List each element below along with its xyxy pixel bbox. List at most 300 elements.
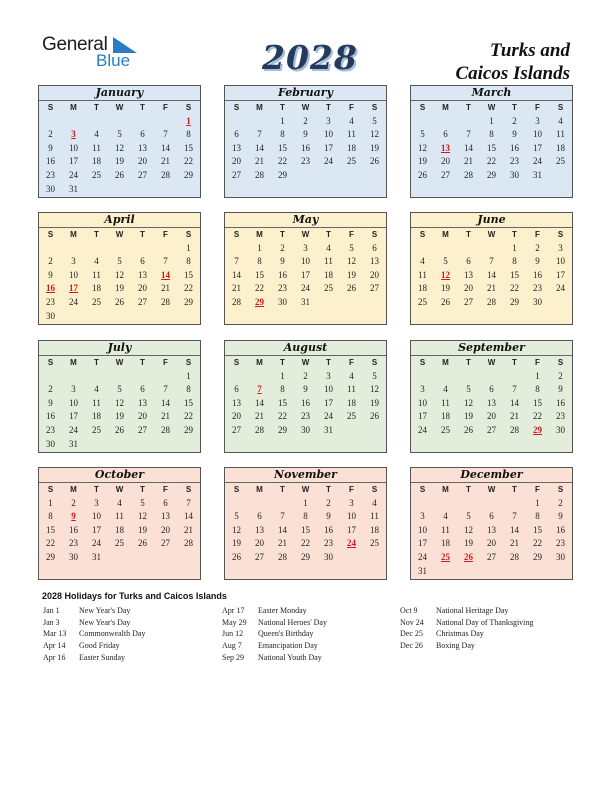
day-cell: 26 xyxy=(115,169,124,180)
day-cell: 10 xyxy=(347,511,356,522)
day-cell: 3 xyxy=(326,115,331,126)
day-cell: 25 xyxy=(92,296,101,307)
weekday-label: S xyxy=(557,230,564,239)
day-cell: 21 xyxy=(255,156,264,167)
day-cell: 24 xyxy=(418,424,427,435)
day-cell: 4 xyxy=(94,384,99,395)
month-december xyxy=(410,467,573,580)
weekday-label: W xyxy=(115,103,124,112)
day-cell: 23 xyxy=(510,156,519,167)
day-cell: 5 xyxy=(372,370,377,381)
empty-day-cell xyxy=(480,497,503,511)
empty-day-cell xyxy=(154,242,177,256)
holiday-name: Boxing Day xyxy=(436,641,475,651)
empty-day-cell xyxy=(294,438,317,452)
month-title: October xyxy=(39,468,200,483)
holiday-day-cell: 1 xyxy=(186,115,191,126)
week-row xyxy=(411,424,572,438)
day-cell: 1 xyxy=(512,242,517,253)
empty-day-cell xyxy=(225,438,248,452)
day-cell: 4 xyxy=(117,497,122,508)
day-cell: 13 xyxy=(138,142,147,153)
day-cell: 25 xyxy=(556,156,565,167)
day-cell: 3 xyxy=(420,384,425,395)
day-cell: 31 xyxy=(69,183,78,194)
holiday-name: Christmas Day xyxy=(436,629,484,639)
empty-day-cell xyxy=(108,242,131,256)
day-cell: 6 xyxy=(140,256,145,267)
empty-day-cell xyxy=(131,242,154,256)
holiday-day-cell: 13 xyxy=(441,142,450,153)
empty-day-cell xyxy=(526,310,549,324)
weekday-label: T xyxy=(140,358,145,367)
day-cell: 17 xyxy=(69,156,78,167)
holiday-entry xyxy=(222,605,327,617)
day-cell: 23 xyxy=(556,538,565,549)
day-cell: 22 xyxy=(278,411,287,422)
week-row xyxy=(39,310,200,324)
weekday-label: W xyxy=(487,358,496,367)
month-april xyxy=(38,212,201,325)
day-cell: 22 xyxy=(487,156,496,167)
day-cell: 11 xyxy=(115,511,124,522)
empty-day-cell xyxy=(363,424,386,438)
holiday-entry xyxy=(222,640,327,652)
day-cell: 8 xyxy=(489,129,494,140)
day-cell: 4 xyxy=(443,384,448,395)
weekday-header xyxy=(225,228,386,242)
empty-day-cell xyxy=(271,183,294,197)
day-cell: 7 xyxy=(280,511,285,522)
empty-day-cell xyxy=(294,183,317,197)
day-cell: 5 xyxy=(349,242,354,253)
day-cell: 29 xyxy=(184,296,193,307)
holiday-entry xyxy=(222,652,327,664)
day-cell: 21 xyxy=(161,283,170,294)
empty-day-cell xyxy=(526,565,549,579)
day-cell: 8 xyxy=(535,511,540,522)
empty-day-cell xyxy=(317,296,340,310)
holiday-name: Emancipation Day xyxy=(258,641,318,651)
day-cell: 13 xyxy=(232,397,241,408)
empty-day-cell xyxy=(434,242,457,256)
day-cell: 6 xyxy=(234,384,239,395)
day-cell: 10 xyxy=(69,397,78,408)
month-title: June xyxy=(411,213,572,228)
weekday-label: W xyxy=(487,485,496,494)
month-title: November xyxy=(225,468,386,483)
day-cell: 28 xyxy=(510,551,519,562)
month-september xyxy=(410,340,573,453)
empty-day-cell xyxy=(411,497,434,511)
day-cell: 13 xyxy=(487,397,496,408)
day-cell: 27 xyxy=(370,283,379,294)
day-cell: 19 xyxy=(232,538,241,549)
day-cell: 27 xyxy=(232,169,241,180)
weekday-label: S xyxy=(371,485,378,494)
day-cell: 27 xyxy=(138,424,147,435)
holiday-entry xyxy=(43,605,145,617)
day-cell: 6 xyxy=(140,129,145,140)
day-cell: 9 xyxy=(535,256,540,267)
day-cell: 30 xyxy=(46,183,55,194)
empty-day-cell xyxy=(248,183,271,197)
week-row xyxy=(39,155,200,169)
day-cell: 21 xyxy=(487,283,496,294)
weekday-label: T xyxy=(280,358,285,367)
empty-day-cell xyxy=(225,115,248,129)
day-cell: 22 xyxy=(533,411,542,422)
empty-day-cell xyxy=(503,183,526,197)
week-row xyxy=(39,269,200,283)
empty-day-cell xyxy=(457,438,480,452)
holiday-entry xyxy=(400,628,533,640)
day-cell: 22 xyxy=(184,283,193,294)
month-title: April xyxy=(39,213,200,228)
day-cell: 18 xyxy=(115,524,124,535)
day-cell: 9 xyxy=(280,256,285,267)
day-cell: 5 xyxy=(117,384,122,395)
day-cell: 20 xyxy=(255,538,264,549)
day-cell: 16 xyxy=(324,524,333,535)
empty-day-cell xyxy=(39,115,62,129)
holiday-day-cell: 25 xyxy=(441,551,450,562)
day-cell: 23 xyxy=(69,538,78,549)
week-row xyxy=(225,255,386,269)
weekday-label: T xyxy=(94,485,99,494)
empty-day-cell xyxy=(340,296,363,310)
day-cell: 18 xyxy=(441,538,450,549)
day-cell: 5 xyxy=(234,511,239,522)
day-cell: 11 xyxy=(324,256,333,267)
day-cell: 28 xyxy=(184,538,193,549)
day-cell: 12 xyxy=(115,142,124,153)
day-cell: 25 xyxy=(115,538,124,549)
empty-day-cell xyxy=(108,310,131,324)
empty-day-cell xyxy=(526,183,549,197)
day-cell: 26 xyxy=(138,538,147,549)
empty-day-cell xyxy=(108,183,131,197)
day-cell: 25 xyxy=(370,538,379,549)
day-cell: 4 xyxy=(94,256,99,267)
day-cell: 20 xyxy=(138,156,147,167)
weekday-label: S xyxy=(185,230,192,239)
empty-day-cell xyxy=(457,370,480,384)
week-row xyxy=(411,524,572,538)
week-row xyxy=(411,269,572,283)
holiday-date: Apr 17 xyxy=(222,606,245,615)
day-cell: 16 xyxy=(278,269,287,280)
week-row xyxy=(225,155,386,169)
week-row xyxy=(225,397,386,411)
day-cell: 21 xyxy=(510,411,519,422)
day-cell: 28 xyxy=(464,169,473,180)
holiday-name: New Year's Day xyxy=(79,617,131,627)
day-cell: 15 xyxy=(184,269,193,280)
day-cell: 14 xyxy=(255,142,264,153)
month-august xyxy=(224,340,387,453)
month-title: September xyxy=(411,341,572,356)
day-cell: 31 xyxy=(324,424,333,435)
weekday-label: W xyxy=(115,358,124,367)
weekday-header xyxy=(39,356,200,370)
weekday-label: S xyxy=(233,103,240,112)
day-cell: 6 xyxy=(489,511,494,522)
day-cell: 22 xyxy=(184,156,193,167)
day-cell: 1 xyxy=(186,242,191,253)
day-cell: 3 xyxy=(535,115,540,126)
day-cell: 13 xyxy=(487,524,496,535)
day-cell: 13 xyxy=(232,142,241,153)
day-cell: 14 xyxy=(232,269,241,280)
empty-day-cell xyxy=(154,183,177,197)
holiday-entry xyxy=(400,617,533,629)
day-cell: 26 xyxy=(370,156,379,167)
day-cell: 17 xyxy=(418,538,427,549)
day-cell: 5 xyxy=(443,256,448,267)
empty-day-cell xyxy=(108,115,131,129)
empty-day-cell xyxy=(340,310,363,324)
weekday-label: S xyxy=(185,358,192,367)
day-cell: 19 xyxy=(370,397,379,408)
day-cell: 14 xyxy=(278,524,287,535)
empty-day-cell xyxy=(271,565,294,579)
day-cell: 27 xyxy=(161,538,170,549)
day-cell: 12 xyxy=(347,256,356,267)
empty-day-cell xyxy=(317,310,340,324)
week-row xyxy=(411,255,572,269)
empty-day-cell xyxy=(457,310,480,324)
day-cell: 1 xyxy=(48,497,53,508)
day-cell: 2 xyxy=(71,497,76,508)
week-row xyxy=(411,537,572,551)
day-cell: 10 xyxy=(324,129,333,140)
day-cell: 15 xyxy=(184,397,193,408)
empty-day-cell xyxy=(225,242,248,256)
day-cell: 24 xyxy=(301,283,310,294)
week-row xyxy=(225,242,386,256)
empty-day-cell xyxy=(62,310,85,324)
week-row xyxy=(39,424,200,438)
day-cell: 13 xyxy=(161,511,170,522)
empty-day-cell xyxy=(434,565,457,579)
day-cell: 20 xyxy=(232,411,241,422)
empty-day-cell xyxy=(62,242,85,256)
day-cell: 18 xyxy=(324,269,333,280)
day-cell: 30 xyxy=(69,551,78,562)
week-row xyxy=(411,383,572,397)
day-cell: 14 xyxy=(487,269,496,280)
empty-day-cell xyxy=(503,310,526,324)
weekday-header xyxy=(225,356,386,370)
day-cell: 4 xyxy=(372,497,377,508)
day-cell: 7 xyxy=(163,129,168,140)
weekday-header xyxy=(411,101,572,115)
day-cell: 7 xyxy=(163,384,168,395)
day-cell: 1 xyxy=(280,370,285,381)
weekday-label: W xyxy=(301,230,310,239)
week-row xyxy=(225,142,386,156)
day-cell: 29 xyxy=(510,296,519,307)
empty-day-cell xyxy=(411,242,434,256)
day-cell: 24 xyxy=(69,424,78,435)
empty-day-cell xyxy=(363,169,386,183)
day-cell: 25 xyxy=(441,424,450,435)
day-cell: 19 xyxy=(464,538,473,549)
day-cell: 19 xyxy=(115,411,124,422)
day-cell: 13 xyxy=(255,524,264,535)
day-cell: 27 xyxy=(487,551,496,562)
day-cell: 26 xyxy=(464,424,473,435)
day-cell: 18 xyxy=(92,156,101,167)
day-cell: 27 xyxy=(464,296,473,307)
week-row xyxy=(411,115,572,129)
day-cell: 21 xyxy=(161,156,170,167)
month-title: March xyxy=(411,86,572,101)
empty-day-cell xyxy=(340,551,363,565)
weekday-label: T xyxy=(140,230,145,239)
holiday-day-cell: 26 xyxy=(464,551,473,562)
weekday-label: S xyxy=(371,230,378,239)
day-cell: 7 xyxy=(163,256,168,267)
day-cell: 8 xyxy=(257,256,262,267)
weekday-label: S xyxy=(185,103,192,112)
day-cell: 26 xyxy=(370,411,379,422)
day-cell: 10 xyxy=(324,384,333,395)
empty-day-cell xyxy=(549,169,572,183)
brand-name-blue: Blue xyxy=(96,51,131,70)
day-cell: 6 xyxy=(257,511,262,522)
day-cell: 9 xyxy=(558,511,563,522)
empty-day-cell xyxy=(294,169,317,183)
holiday-date: Jan 1 xyxy=(43,606,60,615)
empty-day-cell xyxy=(85,310,108,324)
day-cell: 12 xyxy=(232,524,241,535)
empty-day-cell xyxy=(85,115,108,129)
week-row xyxy=(39,115,200,129)
day-cell: 29 xyxy=(487,169,496,180)
day-cell: 6 xyxy=(443,129,448,140)
day-cell: 21 xyxy=(232,283,241,294)
week-row xyxy=(39,296,200,310)
empty-day-cell xyxy=(457,183,480,197)
empty-day-cell xyxy=(457,115,480,129)
day-cell: 4 xyxy=(420,256,425,267)
weekday-label: W xyxy=(301,358,310,367)
empty-day-cell xyxy=(177,310,200,324)
empty-day-cell xyxy=(457,565,480,579)
day-cell: 3 xyxy=(94,497,99,508)
week-row xyxy=(225,183,386,197)
day-cell: 19 xyxy=(418,156,427,167)
day-cell: 11 xyxy=(92,142,101,153)
empty-day-cell xyxy=(480,242,503,256)
day-cell: 4 xyxy=(349,370,354,381)
empty-day-cell xyxy=(340,169,363,183)
empty-day-cell xyxy=(154,310,177,324)
day-cell: 23 xyxy=(46,169,55,180)
empty-day-cell xyxy=(131,438,154,452)
empty-day-cell xyxy=(248,370,271,384)
day-cell: 16 xyxy=(510,142,519,153)
day-cell: 20 xyxy=(464,283,473,294)
month-title: December xyxy=(411,468,572,483)
weekday-label: M xyxy=(256,485,263,494)
day-cell: 17 xyxy=(324,397,333,408)
week-row xyxy=(411,497,572,511)
week-row xyxy=(225,282,386,296)
day-cell: 16 xyxy=(301,397,310,408)
day-cell: 28 xyxy=(255,169,264,180)
day-cell: 10 xyxy=(92,511,101,522)
day-cell: 26 xyxy=(347,283,356,294)
weekday-label: M xyxy=(442,103,449,112)
day-cell: 3 xyxy=(71,256,76,267)
week-row xyxy=(39,183,200,197)
holiday-name: Good Friday xyxy=(79,641,120,651)
empty-day-cell xyxy=(131,370,154,384)
day-cell: 30 xyxy=(556,551,565,562)
day-cell: 5 xyxy=(372,115,377,126)
empty-day-cell xyxy=(154,565,177,579)
day-cell: 2 xyxy=(558,370,563,381)
day-cell: 1 xyxy=(535,497,540,508)
empty-day-cell xyxy=(108,551,131,565)
week-row xyxy=(225,551,386,565)
week-row xyxy=(39,282,200,296)
weekday-label: T xyxy=(280,103,285,112)
week-row xyxy=(225,370,386,384)
day-cell: 3 xyxy=(420,511,425,522)
empty-day-cell xyxy=(248,497,271,511)
weekday-label: F xyxy=(163,103,168,112)
week-row xyxy=(225,128,386,142)
holiday-day-cell: 12 xyxy=(441,269,450,280)
empty-day-cell xyxy=(85,370,108,384)
weekday-label: T xyxy=(512,103,517,112)
day-cell: 20 xyxy=(441,156,450,167)
holiday-date: May 29 xyxy=(222,617,247,627)
week-row xyxy=(225,497,386,511)
empty-day-cell xyxy=(340,565,363,579)
empty-day-cell xyxy=(480,438,503,452)
day-cell: 17 xyxy=(324,142,333,153)
day-cell: 10 xyxy=(418,397,427,408)
day-cell: 12 xyxy=(464,397,473,408)
day-cell: 25 xyxy=(347,411,356,422)
day-cell: 27 xyxy=(487,424,496,435)
day-cell: 31 xyxy=(92,551,101,562)
empty-day-cell xyxy=(177,438,200,452)
week-row xyxy=(39,142,200,156)
day-cell: 13 xyxy=(138,397,147,408)
day-cell: 30 xyxy=(556,424,565,435)
day-cell: 28 xyxy=(161,169,170,180)
empty-day-cell xyxy=(62,565,85,579)
day-cell: 3 xyxy=(303,242,308,253)
day-cell: 9 xyxy=(48,397,53,408)
holiday-entry xyxy=(222,617,327,629)
week-row xyxy=(411,370,572,384)
day-cell: 13 xyxy=(138,269,147,280)
month-title: February xyxy=(225,86,386,101)
day-cell: 24 xyxy=(69,296,78,307)
holiday-date: Nov 24 xyxy=(400,617,424,627)
day-cell: 16 xyxy=(533,269,542,280)
holiday-date: Apr 16 xyxy=(43,652,66,662)
day-cell: 9 xyxy=(48,142,53,153)
day-cell: 19 xyxy=(370,142,379,153)
